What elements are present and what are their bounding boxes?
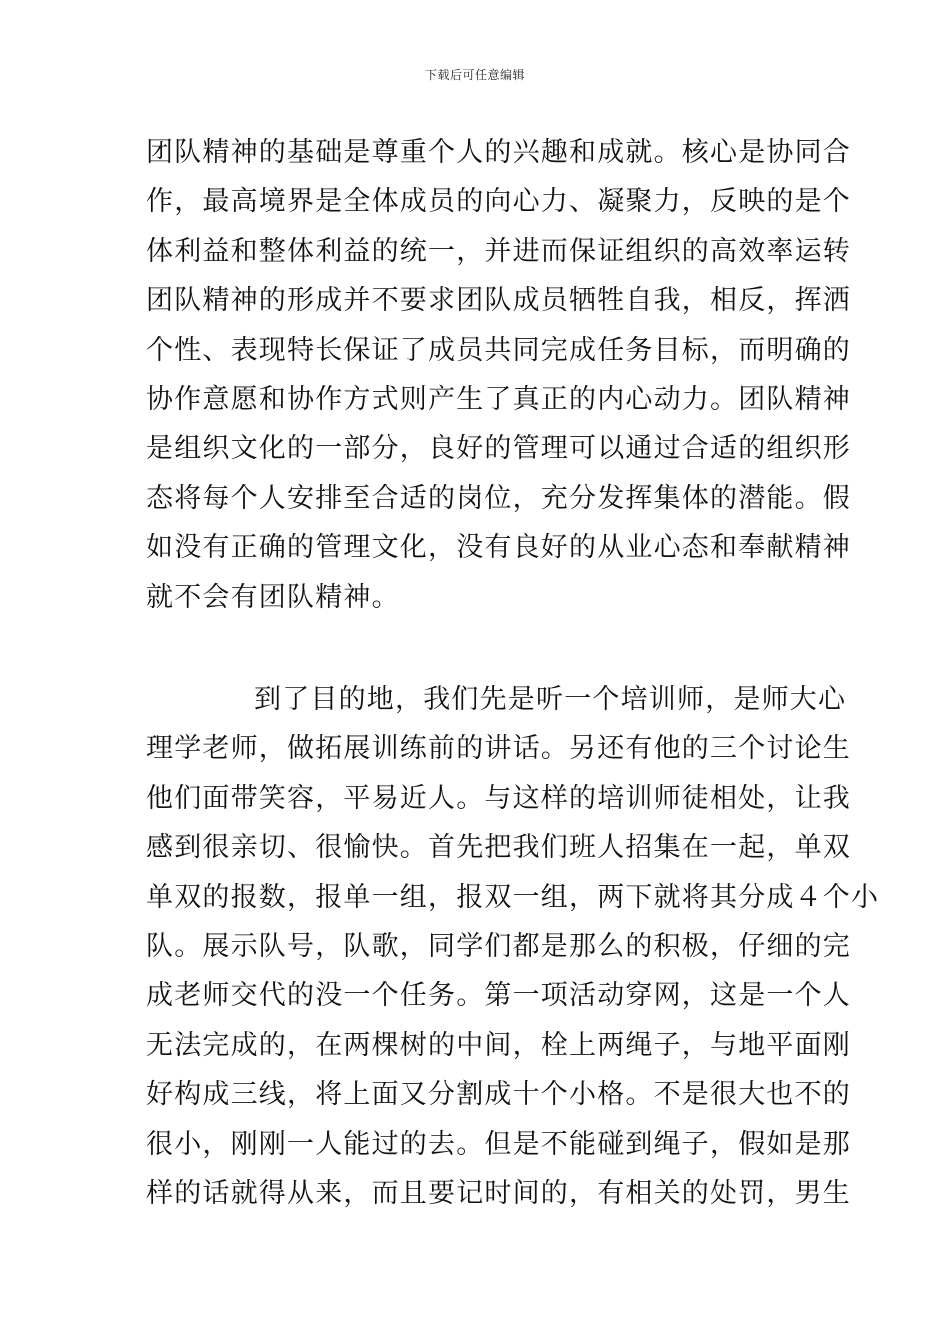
text-line: 是组织文化的一部分，良好的管理可以通过合适的组织形 <box>146 433 851 465</box>
text-line: 好构成三线，将上面又分割成十个小格。不是很大也不的 <box>146 1079 851 1111</box>
text-line: 样的话就得从来，而且要记时间的，有相关的处罚，男生 <box>146 1177 851 1209</box>
text-line: 如没有正确的管理文化，没有良好的从业心态和奉献精神 <box>146 532 851 564</box>
page-header: 下载后可任意编辑 <box>424 68 525 82</box>
text-line: 感到很亲切、很愉快。首先把我们班人招集在一起，单双 <box>146 832 851 864</box>
text-line: 体利益和整体利益的统一，并进而保证组织的高效率运转 <box>146 235 851 267</box>
text-line: 就不会有团队精神。 <box>146 581 400 613</box>
text-line: 协作意愿和协作方式则产生了真正的内心动力。团队精神 <box>146 383 851 415</box>
text-line: 团队精神的基础是尊重个人的兴趣和成就。核心是协同合 <box>146 137 851 168</box>
text-line: 成老师交代的没一个任务。第一项活动穿网，这是一个人 <box>146 980 851 1012</box>
text-line: 理学老师，做拓展训练前的讲话。另还有他的三个讨论生 <box>146 733 851 765</box>
paragraph-team-spirit <box>146 128 851 622</box>
text-line: 态将每个人安排至合适的岗位，充分发挥集体的潜能。假 <box>146 482 851 514</box>
text-line: 队。展示队号，队歌，同学们都是那么的积极，仔细的完 <box>146 930 851 962</box>
text-line: 单双的报数，报单一组，报双一组，两下就将其分成４个小 <box>146 881 880 913</box>
text-line: 作，最高境界是全体成员的向心力、凝聚力，反映的是个 <box>146 186 851 218</box>
paragraph-training <box>146 675 880 1218</box>
text-line: 团队精神的形成并不要求团队成员牺牲自我，相反，挥洒 <box>146 285 851 317</box>
text-line-indented: 到了目的地，我们先是听一个培训师，是师大心 <box>254 684 847 715</box>
text-line: 无法完成的，在两棵树的中间，栓上两绳子，与地平面刚 <box>146 1029 851 1061</box>
text-line: 很小，刚刚一人能过的去。但是不能碰到绳子，假如是那 <box>146 1128 851 1160</box>
text-line: 个性、表现特长保证了成员共同完成任务目标，而明确的 <box>146 334 851 366</box>
text-line: 他们面带笑容，平易近人。与这样的培训师徒相处，让我 <box>146 782 851 814</box>
